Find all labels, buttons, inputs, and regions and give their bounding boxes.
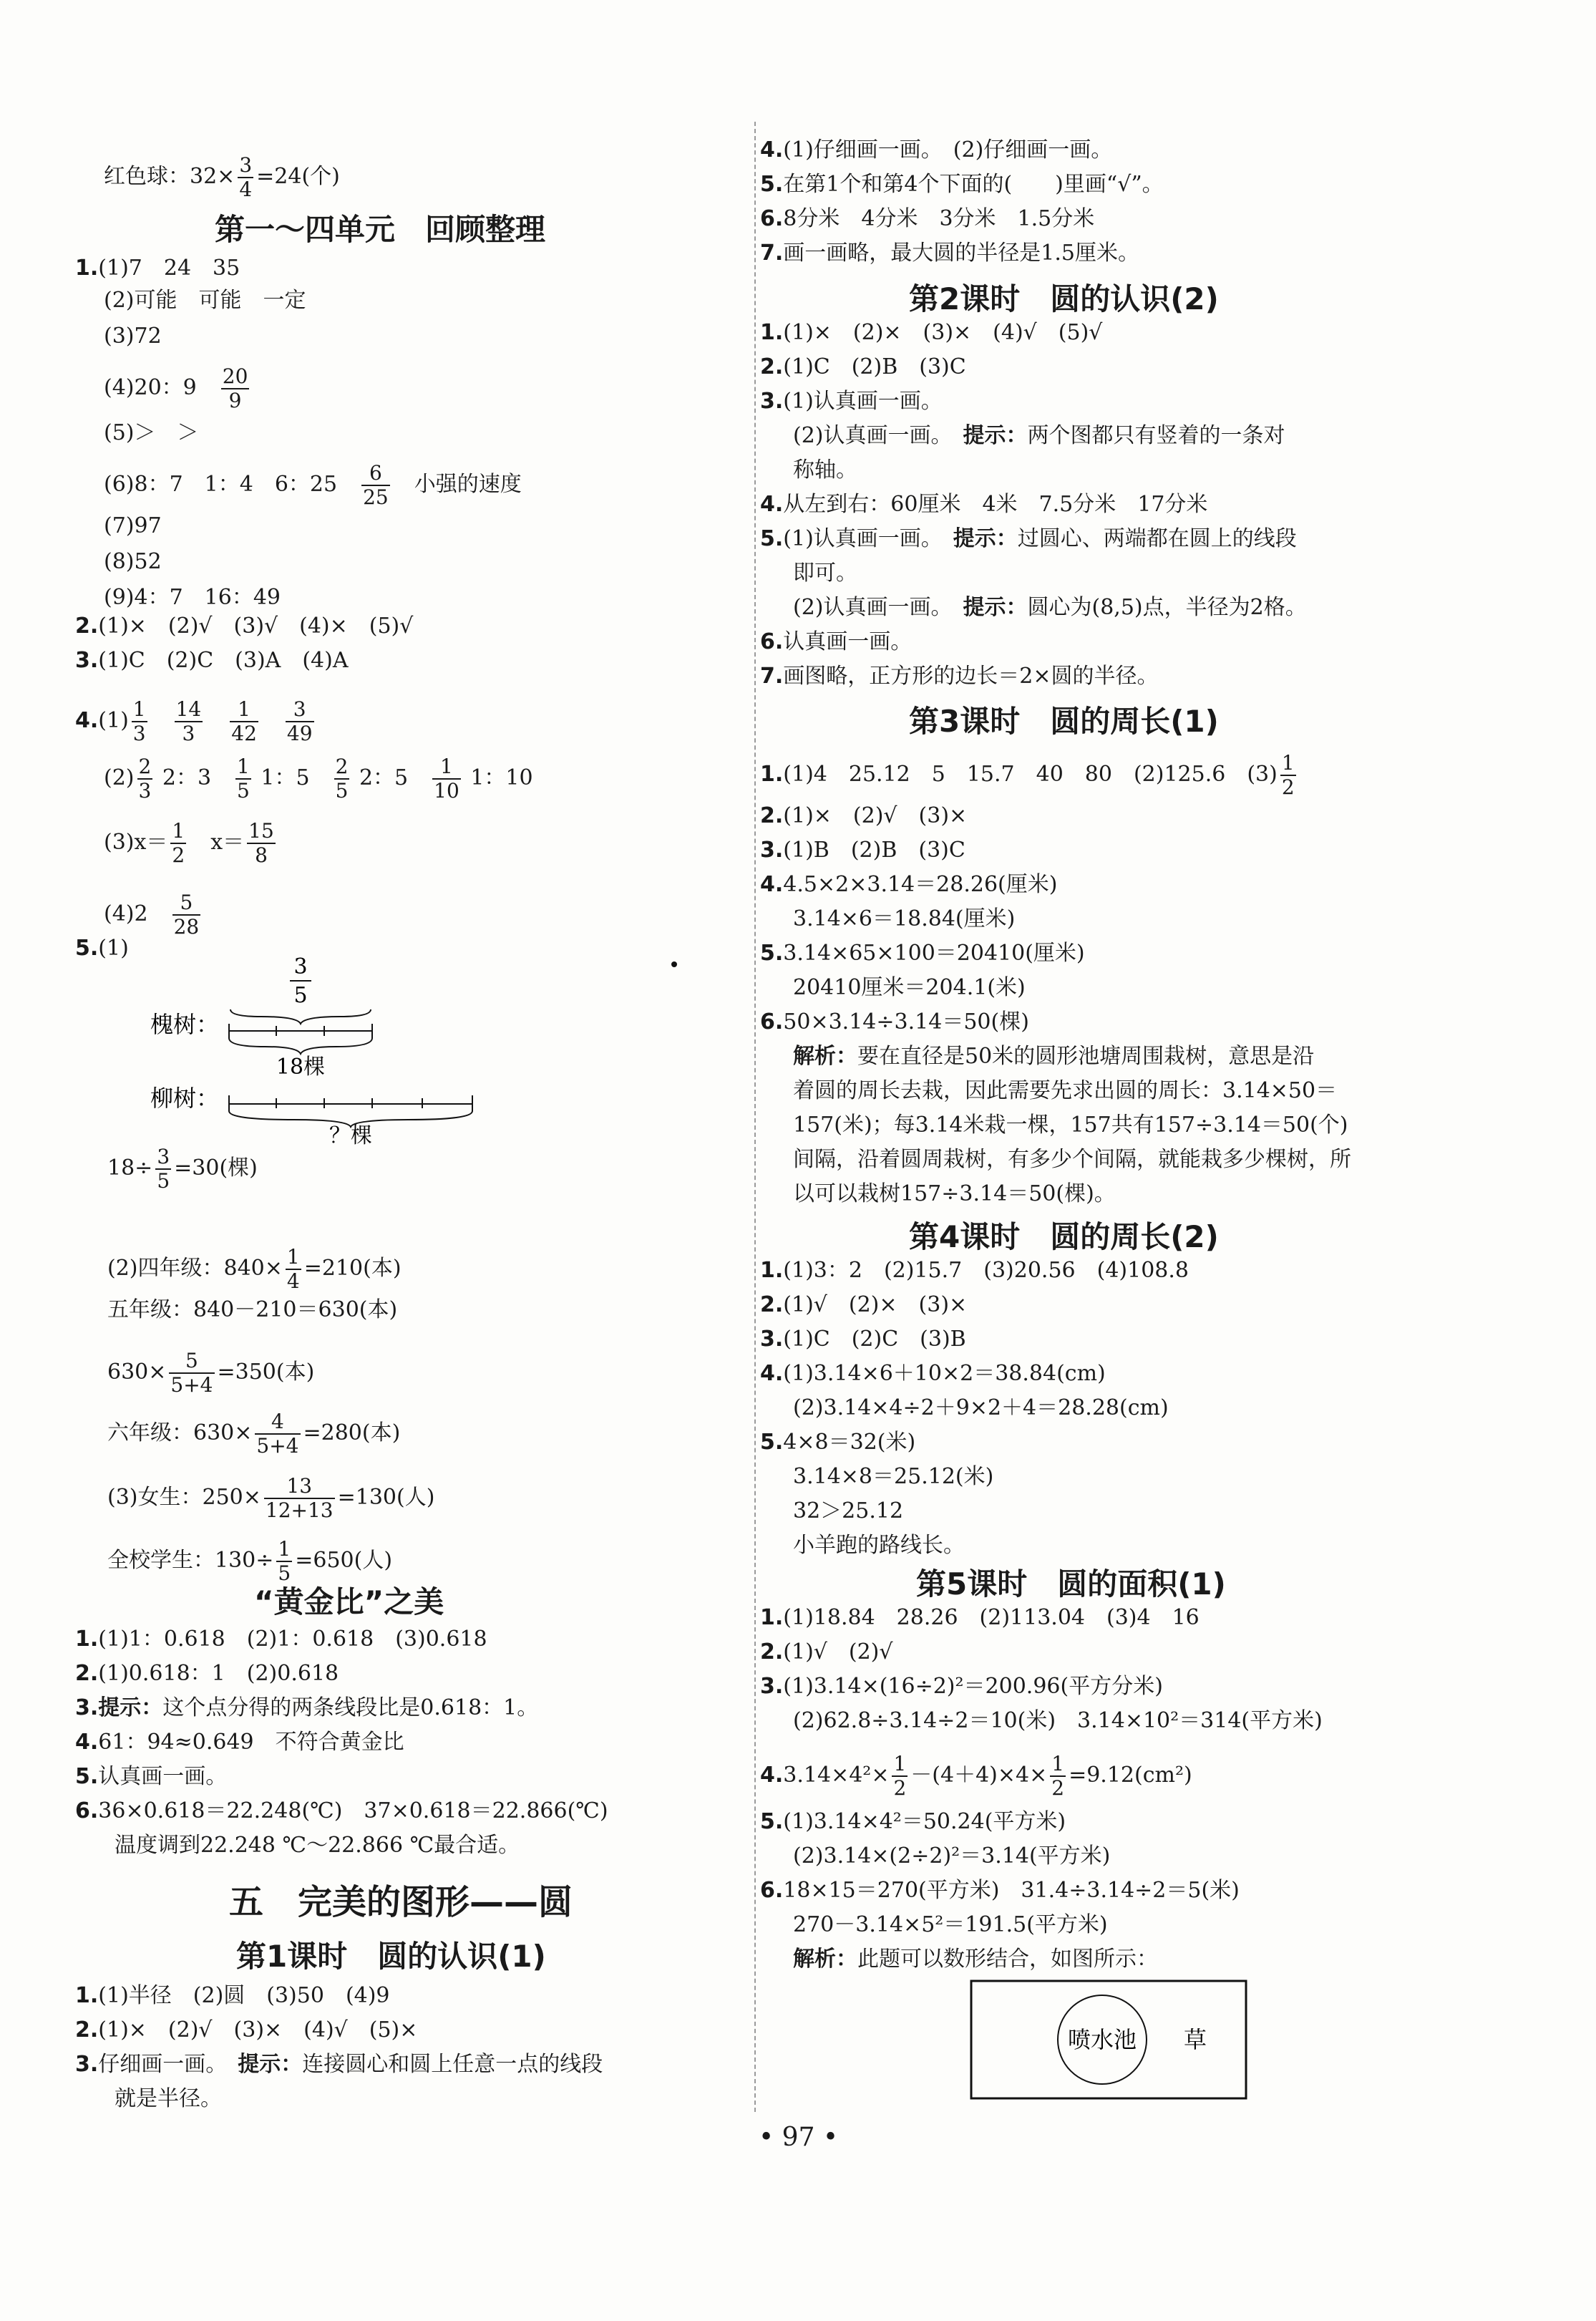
answer-line: 3.(1)C (2)C (3)A (4)A bbox=[75, 648, 349, 673]
answer-line: 2.(1)√ (2)× (3)× bbox=[760, 1292, 968, 1317]
answer-line: 5.(1)3.14×4²＝50.24(平方米) bbox=[760, 1809, 1066, 1834]
fraction: $\frac{1}{10}$ bbox=[434, 755, 459, 803]
answer-line: 2.(1)0.618：1 (2)0.618 bbox=[75, 1661, 339, 1686]
answer-line: (5)＞ ＞ bbox=[104, 420, 199, 445]
answer-line: 3.14×6＝18.84(厘米) bbox=[793, 906, 1016, 931]
fraction: $\frac{1}{2}$ bbox=[1051, 1752, 1065, 1800]
answer-line: (3)女生：250× $\frac{13}{12+13}$ =130(人) bbox=[107, 1474, 435, 1522]
answer-line: 2.(1)× (2)√ (3)× (4)√ (5)× bbox=[75, 2017, 418, 2043]
answer-line: 温度调到22.248 ℃～22.866 ℃最合适。 bbox=[115, 1833, 520, 1858]
answer-line: 5.4×8＝32(米) bbox=[760, 1430, 916, 1455]
answer-line: 2.(1)× (2)√ (3)× bbox=[760, 803, 968, 828]
liu-count: ？棵 bbox=[329, 1123, 372, 1145]
answer-line: 4.3.14×4²× $\frac{1}{2}$ －(4＋4)×4× $\frac{1}{2}$ =9.12(cm²) bbox=[760, 1752, 1192, 1800]
answer-line: 着圆的周长去栽，因此需要先求出圆的周长：3.14×50＝ bbox=[793, 1078, 1338, 1103]
answer-line: 间隔，沿着圆周栽树，有多少个间隔，就能栽多少棵树，所 bbox=[793, 1147, 1351, 1172]
answer-line: (2)可能 可能 一定 bbox=[104, 288, 306, 313]
answer-line: 630× $\frac{5}{5+4}$ =350(本) bbox=[107, 1349, 315, 1397]
answer-line: 6.8分米 4分米 3分米 1.5分米 bbox=[760, 206, 1095, 231]
answer-line: 7.画图略，正方形的边长＝2×圆的半径。 bbox=[760, 664, 1159, 689]
fraction: $\frac{5}{28}$ bbox=[173, 891, 200, 939]
answer-line: 5.(1)认真画一画。 提示：过圆心、两端都在圆上的线段 bbox=[760, 526, 1297, 551]
section-heading: 第2课时 圆的认识(2) bbox=[909, 281, 1219, 316]
answer-line: (2)3.14×4÷2＋9×2＋4＝28.28(cm) bbox=[793, 1395, 1169, 1420]
pool-label: 喷水池 bbox=[1067, 2026, 1137, 2053]
stray-dot bbox=[671, 961, 677, 967]
fraction: $\frac{1}{5}$ bbox=[237, 755, 250, 803]
answer-line: 157(米)；每3.14米栽一棵，157共有157÷3.14＝50(个) bbox=[793, 1113, 1348, 1138]
answer-line: 4.(1)3.14×6＋10×2＝38.84(cm) bbox=[760, 1361, 1106, 1386]
answer-line: 3.(1)B (2)B (3)C bbox=[760, 838, 965, 863]
section-heading: “黄金比”之美 bbox=[254, 1584, 444, 1619]
section-heading: 第3课时 圆的周长(1) bbox=[909, 704, 1219, 739]
answer-line: 1.(1)1：0.618 (2)1：0.618 (3)0.618 bbox=[75, 1627, 487, 1652]
answer-line: (3)72 bbox=[104, 324, 162, 349]
answer-line: (2)认真画一画。 提示：两个图都只有竖着的一条对 bbox=[793, 423, 1285, 448]
fraction-denominator: 5 bbox=[293, 983, 308, 1008]
answer-line: 全校学生：130÷ $\frac{1}{5}$ =650(人) bbox=[107, 1537, 393, 1585]
answer-line: 4.61：94≈0.649 不符合黄金比 bbox=[75, 1730, 404, 1755]
answer-line: 1.(1)7 24 35 bbox=[75, 256, 240, 281]
fraction: $\frac{1}{2}$ bbox=[893, 1752, 907, 1800]
answer-line: 2.(1)× (2)√ (3)√ (4)× (5)√ bbox=[75, 614, 414, 639]
fraction: $\frac{1}{3}$ bbox=[132, 697, 146, 745]
answer-line: 3.(1)C (2)C (3)B bbox=[760, 1327, 966, 1352]
answer-line: 3.提示：这个点分得的两条线段比是0.618：1。 bbox=[75, 1695, 539, 1720]
section-heading: 第4课时 圆的周长(2) bbox=[909, 1219, 1219, 1254]
answer-line: 就是半径。 bbox=[115, 2086, 222, 2111]
fraction: $\frac{1}{42}$ bbox=[231, 697, 257, 745]
fraction: $\frac{15}{8}$ bbox=[248, 819, 274, 867]
answer-line: (2)认真画一画。 提示：圆心为(8,5)点，半径为2格。 bbox=[793, 595, 1307, 620]
answer-line: (2)3.14×(2÷2)²＝3.14(平方米) bbox=[793, 1843, 1111, 1869]
answer-line: 小羊跑的路线长。 bbox=[793, 1533, 965, 1558]
answer-line: (3)x＝ $\frac{1}{2}$ x＝ $\frac{15}{8}$ bbox=[104, 819, 274, 867]
answer-line: 5.认真画一画。 bbox=[75, 1764, 228, 1789]
section-heading: 第1课时 圆的认识(1) bbox=[236, 1939, 546, 1974]
answer-line: 4.(1) $\frac{1}{3}$ $\frac{14}{3}$ $\frac{1}{42}$ $\frac{3}{49}$ bbox=[75, 697, 313, 745]
answer-line: 7.画一画略，最大圆的半径是1.5厘米。 bbox=[760, 241, 1139, 266]
fraction: $\frac{4}{5+4}$ bbox=[256, 1410, 299, 1458]
answer-line: 4.4.5×2×3.14＝28.26(厘米) bbox=[760, 872, 1058, 897]
fraction: $\frac{1}{5}$ bbox=[278, 1537, 291, 1585]
section-heading: 五 完美的图形——圆 bbox=[229, 1882, 573, 1922]
fraction: $\frac{1}{2}$ bbox=[172, 819, 185, 867]
answer-line: (2) $\frac{2}{3}$ 2：3 $\frac{1}{5}$ 1：5 $\frac{2}{5}$ 2：5 $\frac{1}{10}$ 1：10 bbox=[104, 755, 555, 803]
answer-line: 4.(1)仔细画一画。 (2)仔细画一画。 bbox=[760, 137, 1113, 163]
answer-line: (2)四年级：840× $\frac{1}{4}$ =210(本) bbox=[107, 1245, 402, 1293]
answer-line: 1.(1)半径 (2)圆 (3)50 (4)9 bbox=[75, 1983, 390, 2008]
section-heading: 第一～四单元 回顾整理 bbox=[215, 212, 546, 247]
answer-line: 2.(1)√ (2)√ bbox=[760, 1639, 893, 1665]
answer-line: 3.14×8＝25.12(米) bbox=[793, 1464, 994, 1489]
answer-line: 32＞25.12 bbox=[793, 1498, 904, 1523]
answer-line: 6.18×15＝270(平方米) 31.4÷3.14÷2＝5(米) bbox=[760, 1878, 1240, 1903]
answer-line: 4.从左到右：60厘米 4米 7.5分米 17分米 bbox=[760, 492, 1208, 517]
page-number: • 97 • bbox=[759, 2123, 839, 2152]
section-heading: 第5课时 圆的面积(1) bbox=[916, 1566, 1226, 1602]
answer-line: (9)4：7 16：49 bbox=[104, 585, 281, 610]
answer-line: 即可。 bbox=[793, 561, 857, 586]
fraction: $\frac{3}{4}$ bbox=[239, 153, 253, 201]
answer-line: 270－3.14×5²＝191.5(平方米) bbox=[793, 1912, 1108, 1937]
column-divider bbox=[754, 122, 756, 2112]
answer-line: 3.(1)3.14×(16÷2)²＝200.96(平方分米) bbox=[760, 1674, 1163, 1699]
answer-line: 5.3.14×65×100＝20410(厘米) bbox=[760, 941, 1085, 966]
answer-line: 1.(1)18.84 28.26 (2)113.04 (3)4 16 bbox=[760, 1605, 1200, 1630]
answer-line: 称轴。 bbox=[793, 457, 857, 483]
answer-line: 6.36×0.618＝22.248(℃) 37×0.618＝22.866(℃) bbox=[75, 1798, 608, 1823]
answer-line: 2.(1)C (2)B (3)C bbox=[760, 354, 966, 379]
fraction: $\frac{5}{5+4}$ bbox=[170, 1349, 213, 1397]
answer-line: 1.(1)4 25.12 5 15.7 40 80 (2)125.6 (3) $\frac{1}{2}$ bbox=[760, 751, 1295, 799]
fraction: $\frac{20}{9}$ bbox=[222, 364, 248, 412]
liu-label: 柳树： bbox=[150, 1085, 220, 1112]
fraction: $\frac{14}{3}$ bbox=[175, 697, 202, 745]
answer-line: (4)20：9 $\frac{20}{9}$ bbox=[104, 364, 248, 412]
fraction: $\frac{13}{12+13}$ bbox=[265, 1474, 334, 1522]
grass-label: 草 bbox=[1183, 2026, 1207, 2053]
fraction-numerator: 3 bbox=[293, 954, 308, 979]
answer-line: 5.(1) bbox=[75, 936, 129, 961]
fraction: $\frac{6}{25}$ bbox=[363, 461, 389, 509]
answer-line: 红色球：32× $\frac{3}{4}$ =24(个) bbox=[104, 153, 340, 201]
fraction: $\frac{1}{4}$ bbox=[286, 1245, 300, 1293]
answer-line: (2)62.8÷3.14÷2＝10(米) 3.14×10²＝314(平方米) bbox=[793, 1708, 1323, 1733]
answer-line: 1.(1)3：2 (2)15.7 (3)20.56 (4)108.8 bbox=[760, 1258, 1189, 1283]
huai-count: 18棵 bbox=[276, 1055, 326, 1080]
answer-line: 五年级：840－210＝630(本) bbox=[107, 1297, 398, 1322]
answer-line: 6.50×3.14÷3.14＝50(棵) bbox=[760, 1009, 1029, 1034]
answer-line: 六年级：630× $\frac{4}{5+4}$ =280(本) bbox=[107, 1410, 401, 1458]
huai-label: 槐树： bbox=[150, 1011, 220, 1038]
answer-line: 解析：要在直径是50米的圆形池塘周围栽树，意思是沿 bbox=[793, 1044, 1315, 1069]
answer-line: 5.在第1个和第4个下面的( )里画“√”。 bbox=[760, 172, 1164, 197]
answer-line: 以可以栽树157÷3.14＝50(棵)。 bbox=[793, 1181, 1116, 1206]
answer-line: 3.仔细画一画。 提示：连接圆心和圆上任意一点的线段 bbox=[75, 2052, 603, 2077]
answer-line: 6.认真画一画。 bbox=[760, 629, 913, 654]
fraction: $\frac{2}{5}$ bbox=[335, 755, 349, 803]
answer-line: 解析：此题可以数形结合，如图所示： bbox=[793, 1947, 1158, 1972]
fraction: $\frac{2}{3}$ bbox=[138, 755, 152, 803]
answer-line: 1.(1)× (2)× (3)× (4)√ (5)√ bbox=[760, 320, 1103, 345]
fraction: $\frac{1}{2}$ bbox=[1281, 751, 1295, 799]
fraction: $\frac{3}{49}$ bbox=[286, 697, 313, 745]
answer-line: 18÷ $\frac{3}{5}$ =30(棵) bbox=[107, 1145, 258, 1193]
answer-line: (7)97 bbox=[104, 513, 162, 538]
answer-line: 20410厘米＝204.1(米) bbox=[793, 975, 1026, 1000]
fountain-diagram bbox=[970, 1980, 1249, 2101]
fraction: $\frac{3}{5}$ bbox=[157, 1145, 170, 1193]
answer-line: (6)8：7 1：4 6：25 $\frac{6}{25}$ 小强的速度 bbox=[104, 461, 522, 509]
answer-line: (4)2 $\frac{5}{28}$ bbox=[104, 891, 200, 939]
answer-line: 3.(1)认真画一画。 bbox=[760, 389, 943, 414]
tree-line-diagram bbox=[143, 952, 487, 1145]
answer-line: (8)52 bbox=[104, 549, 162, 574]
